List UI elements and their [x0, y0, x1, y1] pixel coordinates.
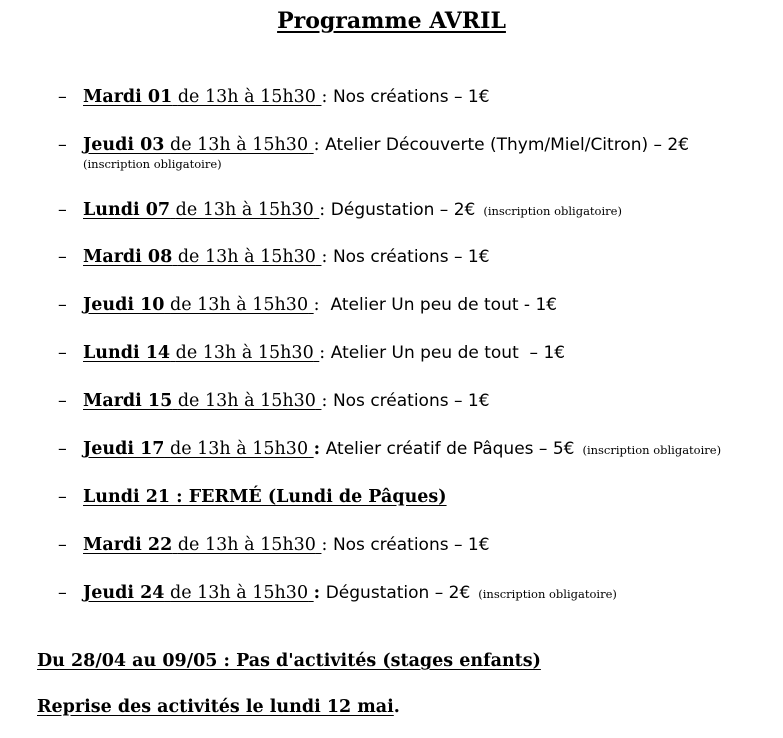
item-separator: :	[319, 200, 326, 220]
item-activity: Atelier Un peu de tout - 1€	[325, 295, 558, 315]
item-activity: Dégustation – 2€	[325, 583, 471, 603]
item-day: Jeudi 03	[83, 135, 165, 155]
item-day: Jeudi 24	[83, 583, 165, 603]
list-dash: –	[58, 583, 67, 603]
item-day: Jeudi 17	[83, 439, 165, 459]
item-hours: de 13h à 15h30	[175, 343, 314, 363]
list-item	[58, 199, 622, 222]
list-dash: –	[58, 247, 67, 267]
list-dash: –	[58, 535, 67, 555]
item-separator: :	[321, 87, 328, 107]
item-separator: :	[319, 343, 326, 363]
item-separator: :	[313, 583, 321, 603]
list-dash: –	[58, 439, 67, 459]
item-day: Mardi 15	[83, 391, 173, 411]
list-dash: –	[58, 295, 67, 315]
item-activity: Atelier Découverte (Thym/Miel/Citron) – 2€	[325, 135, 690, 155]
list-item	[58, 342, 565, 364]
item-day: Mardi 22	[83, 535, 173, 555]
item-hours: de 13h à 15h30	[175, 200, 314, 220]
item-day: Jeudi 10	[83, 295, 165, 315]
item-separator: :	[313, 439, 321, 459]
item-day: Mardi 01	[83, 87, 173, 107]
list-item	[58, 582, 617, 605]
item-hours: de 13h à 15h30	[177, 247, 316, 267]
resume-period: .	[393, 697, 400, 717]
item-hours: de 13h à 15h30	[170, 439, 309, 459]
closed-notice: Lundi 21 : FERMÉ (Lundi de Pâques)	[83, 487, 447, 507]
item-note: (inscription obligatoire)	[483, 204, 622, 218]
list-dash: –	[58, 200, 67, 220]
list-item	[58, 294, 557, 316]
item-day: Lundi 14	[83, 343, 171, 363]
item-note: (inscription obligatoire)	[478, 587, 617, 601]
item-separator: :	[313, 135, 320, 155]
item-note: (inscription obligatoire)	[83, 157, 222, 171]
item-activity: Nos créations – 1€	[332, 535, 490, 555]
item-separator: :	[321, 535, 328, 555]
list-item	[58, 438, 721, 461]
resume-text: Reprise des activités le lundi 12 mai	[37, 697, 394, 717]
item-activity: Nos créations – 1€	[332, 391, 490, 411]
item-day: Lundi 07	[83, 200, 171, 220]
item-separator: :	[321, 247, 328, 267]
list-item-closed	[58, 486, 447, 508]
list-dash: –	[58, 391, 67, 411]
item-separator: :	[321, 391, 328, 411]
item-hours: de 13h à 15h30	[177, 87, 316, 107]
list-item	[58, 86, 490, 108]
item-hours: de 13h à 15h30	[170, 135, 309, 155]
page-title: Programme AVRIL	[277, 8, 506, 34]
item-hours: de 13h à 15h30	[177, 535, 316, 555]
item-day: Mardi 08	[83, 247, 173, 267]
item-separator: :	[313, 295, 320, 315]
item-activity: Nos créations – 1€	[332, 87, 490, 107]
item-note: (inscription obligatoire)	[582, 443, 722, 457]
item-activity: Atelier créatif de Pâques – 5€	[325, 439, 575, 459]
list-dash: –	[58, 135, 67, 155]
item-activity: Dégustation – 2€	[330, 200, 476, 220]
break-notice: Du 28/04 au 09/05 : Pas d'activités (stages enfants)	[37, 651, 541, 671]
resume-notice	[37, 697, 400, 717]
list-dash: –	[58, 487, 67, 507]
list-item	[58, 134, 689, 156]
item-hours: de 13h à 15h30	[177, 391, 316, 411]
list-item	[58, 246, 490, 268]
list-dash: –	[58, 87, 67, 107]
item-activity: Atelier Un peu de tout – 1€	[330, 343, 566, 363]
item-hours: de 13h à 15h30	[170, 295, 309, 315]
list-dash: –	[58, 343, 67, 363]
item-activity: Nos créations – 1€	[332, 247, 490, 267]
item-hours: de 13h à 15h30	[170, 583, 309, 603]
list-item	[58, 534, 490, 556]
list-item	[58, 390, 490, 412]
